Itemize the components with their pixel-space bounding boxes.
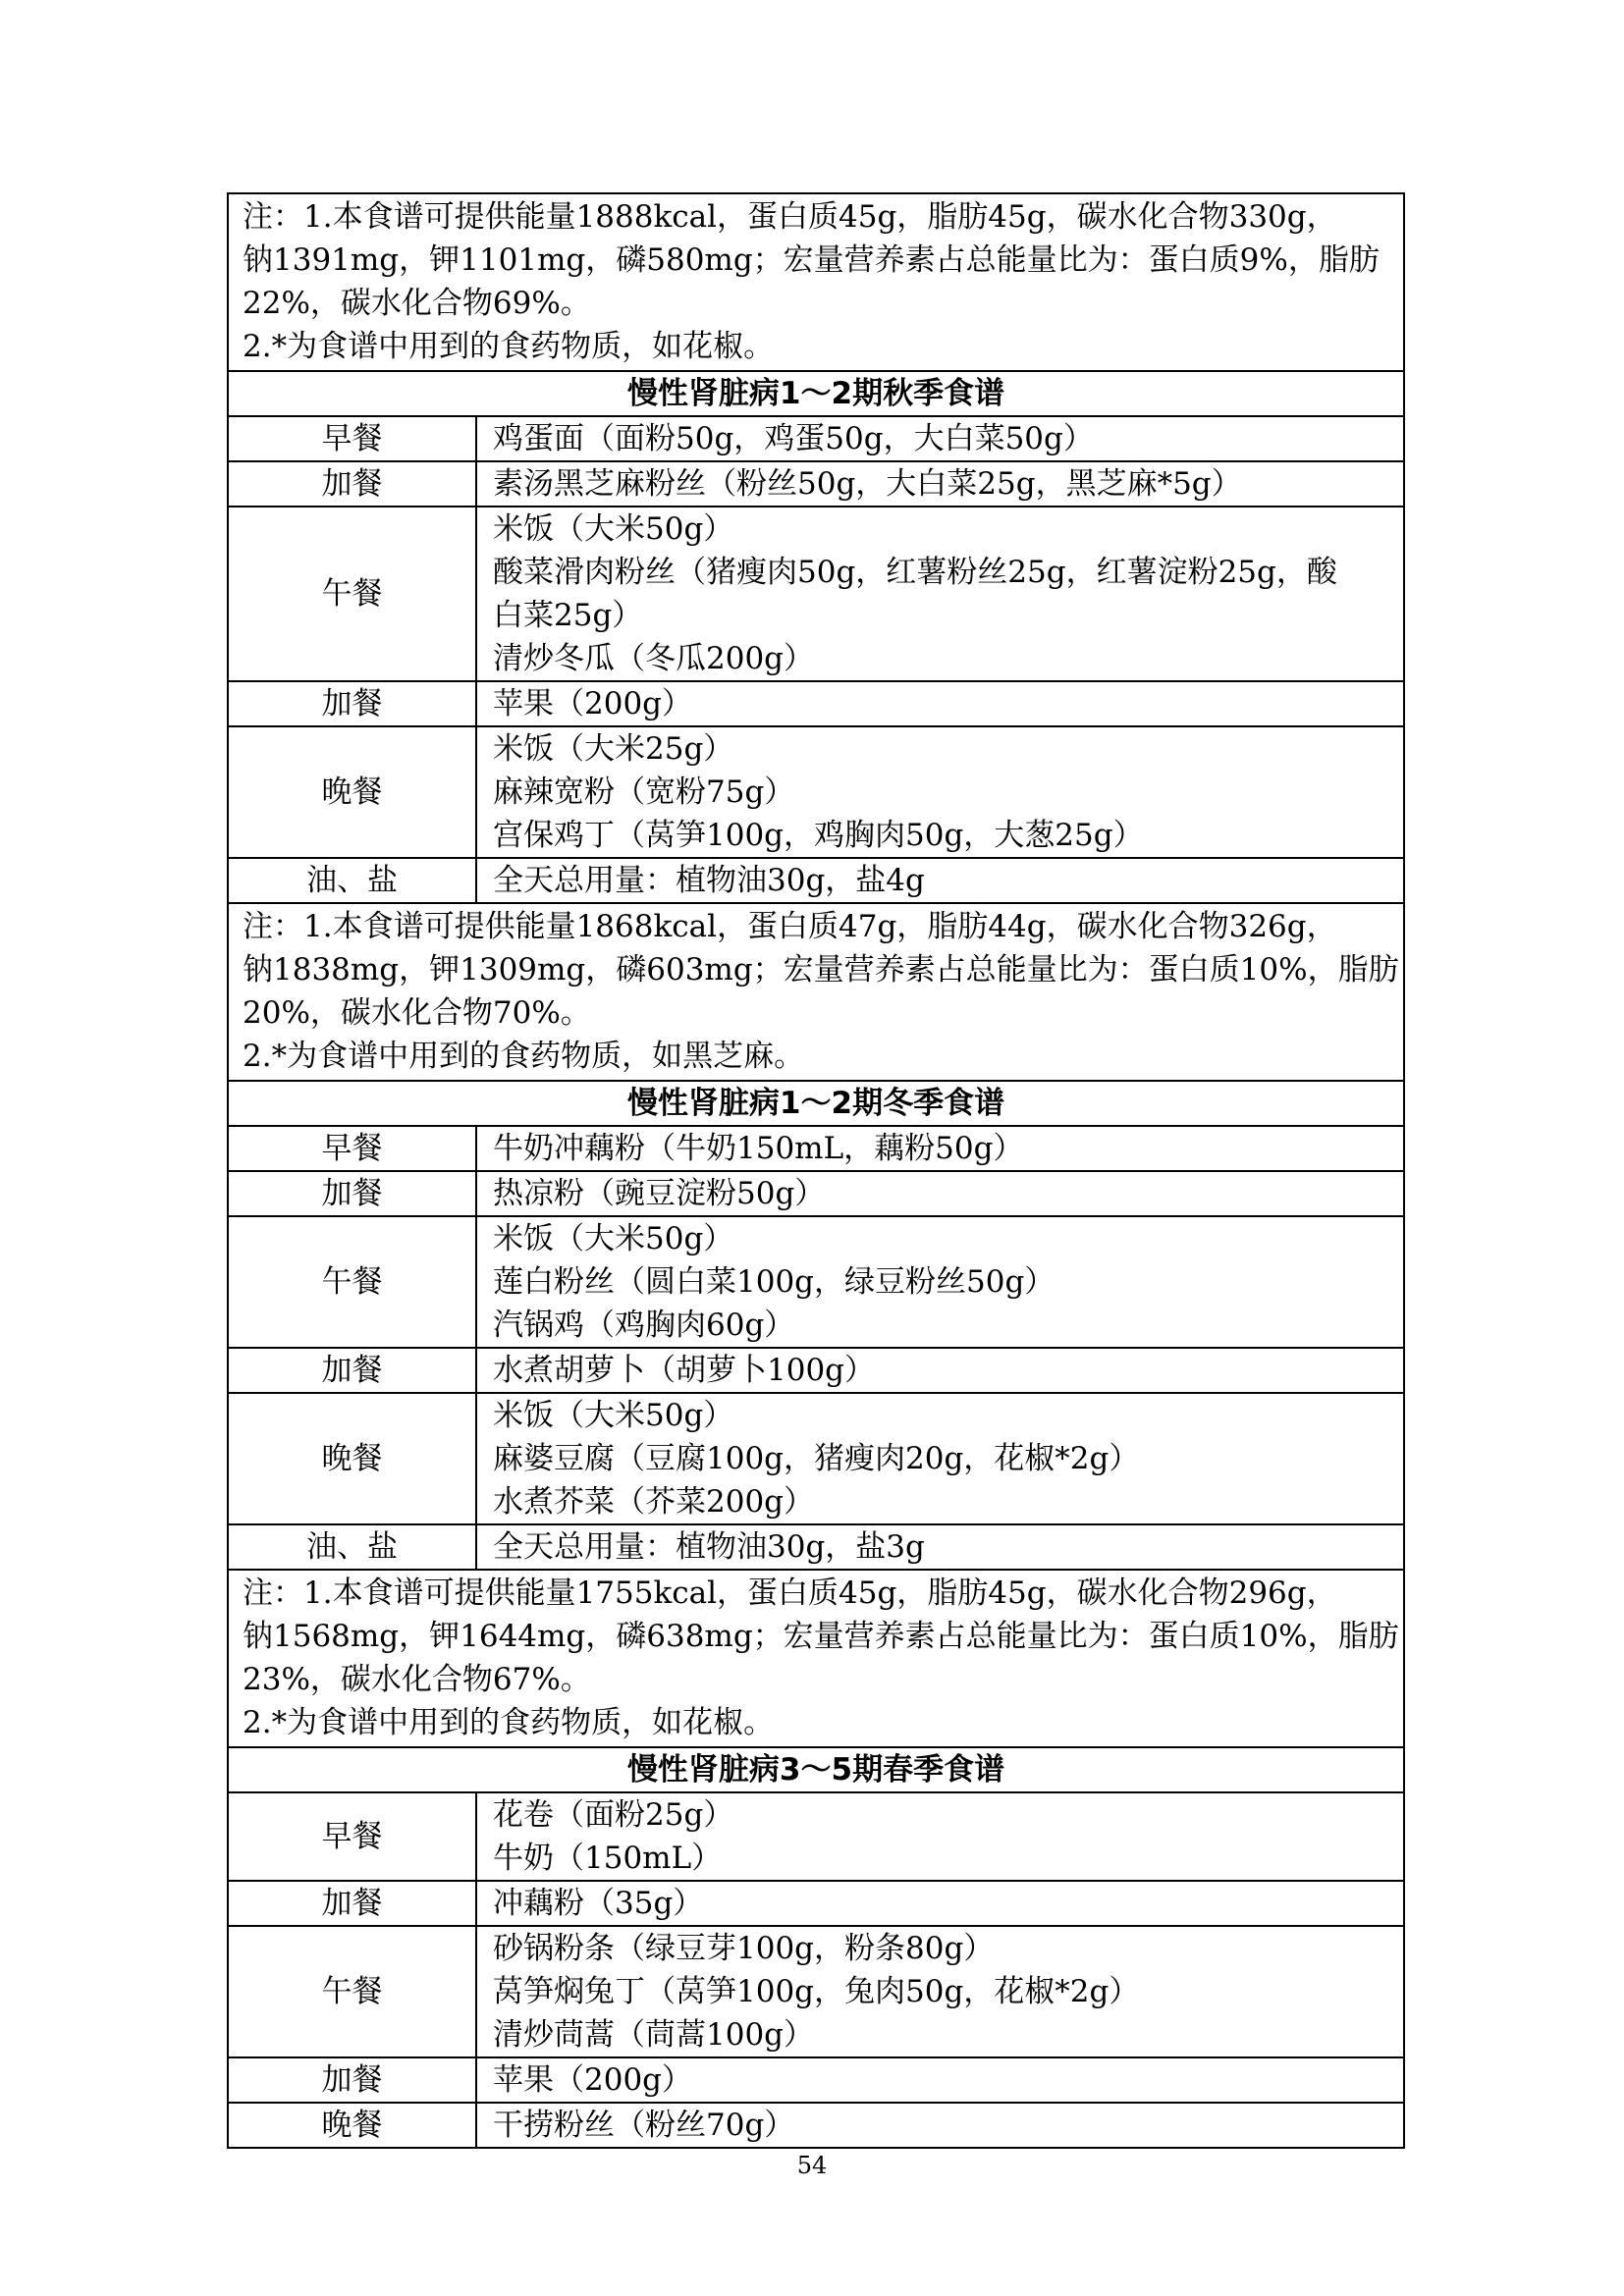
section-title-row (228, 371, 1404, 416)
meal-items (476, 2103, 1404, 2148)
meal-name: 加餐 (228, 2057, 476, 2103)
meal-row (228, 1348, 1404, 1393)
note-line: 注：1.本食谱可提供能量1755kcal，蛋白质45g，脂肪45g，碳水化合物296g， (243, 1575, 1337, 1611)
meal-items (476, 416, 1404, 461)
meal-items (476, 461, 1404, 507)
meal-row (228, 681, 1404, 726)
meal-row (228, 416, 1404, 461)
meal-items (476, 2057, 1404, 2103)
meal-item: 莴笋焖兔丁（莴笋100g，兔肉50g，花椒*2g） (493, 1974, 1140, 2009)
meal-item: 花卷（面粉25g） (493, 1797, 734, 1833)
meal-item: 冲藕粉（35g） (493, 1886, 704, 1921)
meal-row (228, 1926, 1404, 2057)
meal-item: 水煮胡萝卜（胡萝卜100g） (493, 1353, 876, 1388)
meal-items (476, 1126, 1404, 1171)
meal-row (228, 1171, 1404, 1216)
page-number: 54 (796, 2152, 828, 2179)
recipe-table (227, 192, 1405, 2149)
meal-name: 早餐 (228, 416, 476, 461)
note-cell (228, 1570, 1404, 1747)
recipe-document (227, 192, 1403, 2149)
meal-item: 苹果（200g） (493, 686, 693, 721)
recipe-table-body (228, 193, 1404, 2148)
section-title: 慢性肾脏病1～2期冬季食谱 (228, 1081, 1404, 1126)
meal-name: 晚餐 (228, 726, 476, 858)
meal-items (476, 681, 1404, 726)
meal-item: 牛奶（150mL） (493, 1841, 723, 1876)
meal-items (476, 1393, 1404, 1524)
meal-name: 早餐 (228, 1126, 476, 1171)
meal-row (228, 2057, 1404, 2103)
meal-name: 油、盐 (228, 858, 476, 903)
note-line: 注：1.本食谱可提供能量1868kcal，蛋白质47g，脂肪44g，碳水化合物326g， (243, 909, 1337, 944)
meal-name: 加餐 (228, 1348, 476, 1393)
note-line: 22%，碳水化合物69%。 (243, 286, 591, 321)
note-cell (228, 903, 1404, 1081)
meal-item: 米饭（大米50g） (493, 511, 734, 547)
meal-item: 宫保鸡丁（莴笋100g，鸡胸肉50g，大葱25g） (493, 818, 1144, 853)
meal-row (228, 1393, 1404, 1524)
meal-name: 午餐 (228, 1926, 476, 2057)
meal-row (228, 1126, 1404, 1171)
meal-row (228, 858, 1404, 903)
section-title: 慢性肾脏病3～5期春季食谱 (228, 1747, 1404, 1792)
meal-item: 素汤黑芝麻粉丝（粉丝50g，大白菜25g，黑芝麻*5g） (493, 466, 1242, 502)
meal-items (476, 507, 1404, 681)
meal-item: 鸡蛋面（面粉50g，鸡蛋50g，大白菜50g） (493, 421, 1094, 456)
meal-item: 白菜25g） (493, 598, 643, 633)
meal-name: 午餐 (228, 507, 476, 681)
meal-items (476, 1216, 1404, 1348)
meal-name: 加餐 (228, 1881, 476, 1926)
note-cell (228, 193, 1404, 371)
meal-row (228, 461, 1404, 507)
meal-name: 加餐 (228, 461, 476, 507)
meal-item: 干捞粉丝（粉丝70g） (493, 2108, 795, 2143)
meal-item: 莲白粉丝（圆白菜100g，绿豆粉丝50g） (493, 1264, 1056, 1300)
note-line: 注：1.本食谱可提供能量1888kcal，蛋白质45g，脂肪45g，碳水化合物330g， (243, 199, 1337, 235)
note-line: 钠1391mg，钾1101mg，磷580mg；宏量营养素占总能量比为：蛋白质9%，脂肪 (243, 242, 1380, 278)
note-line: 23%，碳水化合物67%。 (243, 1662, 591, 1697)
note-row (228, 1570, 1404, 1747)
meal-item: 麻辣宽粉（宽粉75g） (493, 774, 795, 810)
meal-items (476, 1926, 1404, 2057)
meal-item: 苹果（200g） (493, 2062, 693, 2098)
meal-name: 午餐 (228, 1216, 476, 1348)
meal-items (476, 1792, 1404, 1881)
meal-name: 加餐 (228, 1171, 476, 1216)
meal-row (228, 507, 1404, 681)
meal-item: 牛奶冲藕粉（牛奶150mL，藕粉50g） (493, 1131, 1024, 1166)
meal-item: 全天总用量：植物油30g，盐4g (493, 863, 925, 898)
meal-row (228, 1524, 1404, 1570)
meal-item: 麻婆豆腐（豆腐100g，猪瘦肉20g，花椒*2g） (493, 1441, 1140, 1476)
note-line: 2.*为食谱中用到的食药物质，如花椒。 (243, 329, 775, 364)
meal-item: 清炒冬瓜（冬瓜200g） (493, 641, 815, 676)
meal-items (476, 1348, 1404, 1393)
note-row (228, 903, 1404, 1081)
section-title-row (228, 1747, 1404, 1792)
meal-name: 晚餐 (228, 2103, 476, 2148)
meal-items (476, 1881, 1404, 1926)
note-row (228, 193, 1404, 371)
note-line: 钠1568mg，钾1644mg，磷638mg；宏量营养素占总能量比为：蛋白质10%，脂肪 (243, 1619, 1399, 1654)
meal-item: 清炒茼蒿（茼蒿100g） (493, 2017, 815, 2053)
meal-item: 米饭（大米25g） (493, 731, 734, 767)
meal-row (228, 1792, 1404, 1881)
meal-name: 早餐 (228, 1792, 476, 1881)
meal-items (476, 1524, 1404, 1570)
meal-row (228, 1881, 1404, 1926)
meal-items (476, 726, 1404, 858)
meal-name: 油、盐 (228, 1524, 476, 1570)
meal-row (228, 1216, 1404, 1348)
meal-row (228, 726, 1404, 858)
meal-item: 全天总用量：植物油30g，盐3g (493, 1529, 925, 1565)
meal-item: 水煮芥菜（芥菜200g） (493, 1484, 815, 1520)
note-line: 钠1838mg，钾1309mg，磷603mg；宏量营养素占总能量比为：蛋白质10%，脂肪 (243, 952, 1399, 988)
note-line: 20%，碳水化合物70%。 (243, 995, 591, 1031)
section-title-row (228, 1081, 1404, 1126)
meal-item: 热凉粉（豌豆淀粉50g） (493, 1176, 826, 1211)
note-line: 2.*为食谱中用到的食药物质，如花椒。 (243, 1705, 775, 1740)
meal-name: 加餐 (228, 681, 476, 726)
meal-item: 米饭（大米50g） (493, 1398, 734, 1433)
meal-name: 晚餐 (228, 1393, 476, 1524)
meal-items (476, 858, 1404, 903)
meal-item: 砂锅粉条（绿豆芽100g，粉条80g） (493, 1931, 995, 1966)
meal-row (228, 2103, 1404, 2148)
meal-item: 米饭（大米50g） (493, 1221, 734, 1256)
meal-items (476, 1171, 1404, 1216)
meal-item: 汽锅鸡（鸡胸肉60g） (493, 1308, 795, 1343)
section-title: 慢性肾脏病1～2期秋季食谱 (228, 371, 1404, 416)
note-line: 2.*为食谱中用到的食药物质，如黑芝麻。 (243, 1039, 805, 1074)
meal-item: 酸菜滑肉粉丝（猪瘦肉50g，红薯粉丝25g，红薯淀粉25g，酸 (493, 555, 1337, 590)
